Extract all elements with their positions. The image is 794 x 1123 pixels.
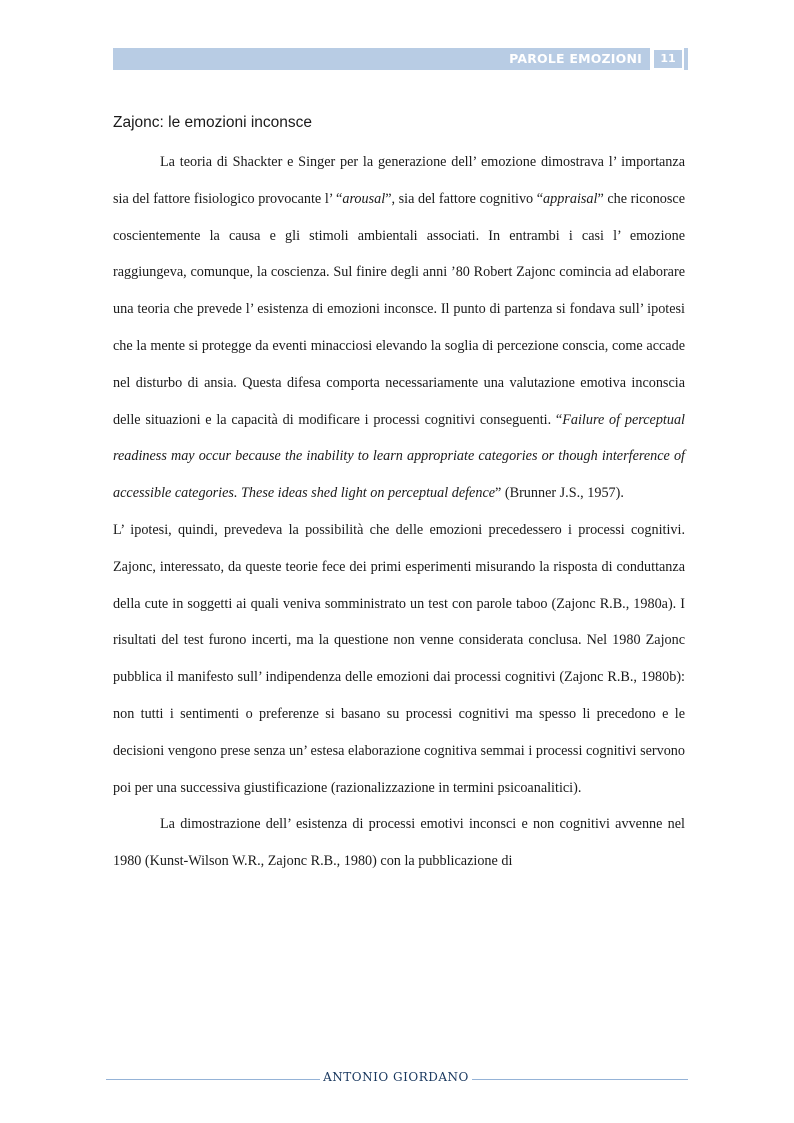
page-header: [113, 48, 688, 70]
p1-text-c: ” che riconosce coscientemente la causa e gli stimoli ambientali associati. In entrambi i casi l’ emozione raggiungeva, comunque, la coscienza. Sul finire degli anni ’80 Robert Zajonc comincia ad elaborare una teoria che prevede l’ esistenza di emozioni inconsce. Il punto di partenza si fondava sull’ ipotesi che la mente si protegge da eventi minacciosi elevando la soglia di percezione conscia, come accade nel disturbo di ansia. Questa difesa comporta necessariamente una valutazione emotiva inconscia delle situazioni e la capacità di modificare i processi cognitivi conseguenti. “: [113, 190, 685, 428]
p1-text-d: ” (Brunner J.S., 1957).: [495, 485, 624, 502]
paragraph-2: L’ ipotesi, quindi, prevedeva la possibilità che delle emozioni precedessero i processi cognitivi. Zajonc, interessato, da queste teorie fece dei primi esperimenti misurando la risposta di conduttanza della cute in soggetti ai quali veniva somministrato un test con parole taboo (Zajonc R.B., 1980a). I risultati del test furono incerti, ma la questione non venne considerata conclusa. Nel 1980 Zajonc pubblica il manifesto sull’ indipendenza delle emozioni dai processi cognitivi (Zajonc R.B., 1980b): non tutti i sentimenti o preferenze si basano su processi cognitivi ma spesso li precedono e le decisioni vengono prese senza un’ estesa elaborazione cognitiva semmai i processi cognitivi servono poi per una successiva giustificazione (razionalizzazione in termini psicoanalitici).: [113, 521, 685, 796]
page-number-box: [650, 48, 684, 70]
section-title: Zajonc: le emozioni inconsce: [113, 114, 313, 131]
term-appraisal: appraisal: [543, 190, 598, 207]
paragraph-1: [113, 144, 685, 512]
paragraph-3: La dimostrazione dell’ esistenza di processi emotivi inconsci e non cognitivi avvenne nel 1980 (Kunst-Wilson W.R., Zajonc R.B., 1980) con la pubblicazione di: [113, 816, 685, 870]
footer-author: ANTONIO GIORDANO: [323, 1070, 469, 1084]
footer-rule-left: [106, 1079, 320, 1080]
p1-text-b: ”, sia del fattore cognitivo “: [385, 190, 544, 207]
term-arousal: arousal: [342, 190, 386, 207]
running-title: PAROLE EMOZIONI: [509, 51, 642, 66]
footer-rule-right: [472, 1079, 688, 1080]
body-text: [113, 144, 685, 880]
p1-text-a: La teoria di Shackter e Singer per la generazione dell’ emozione dimostrava l’ importanza sia del fattore fisiologico provocante l’ “: [113, 154, 685, 207]
brunner-quote: Failure of perceptual readiness may occur because the inability to learn appropriate categories or though interference of accessible categories. These ideas shed light on perceptual defence: [113, 411, 685, 502]
page-number: 11: [654, 50, 682, 68]
